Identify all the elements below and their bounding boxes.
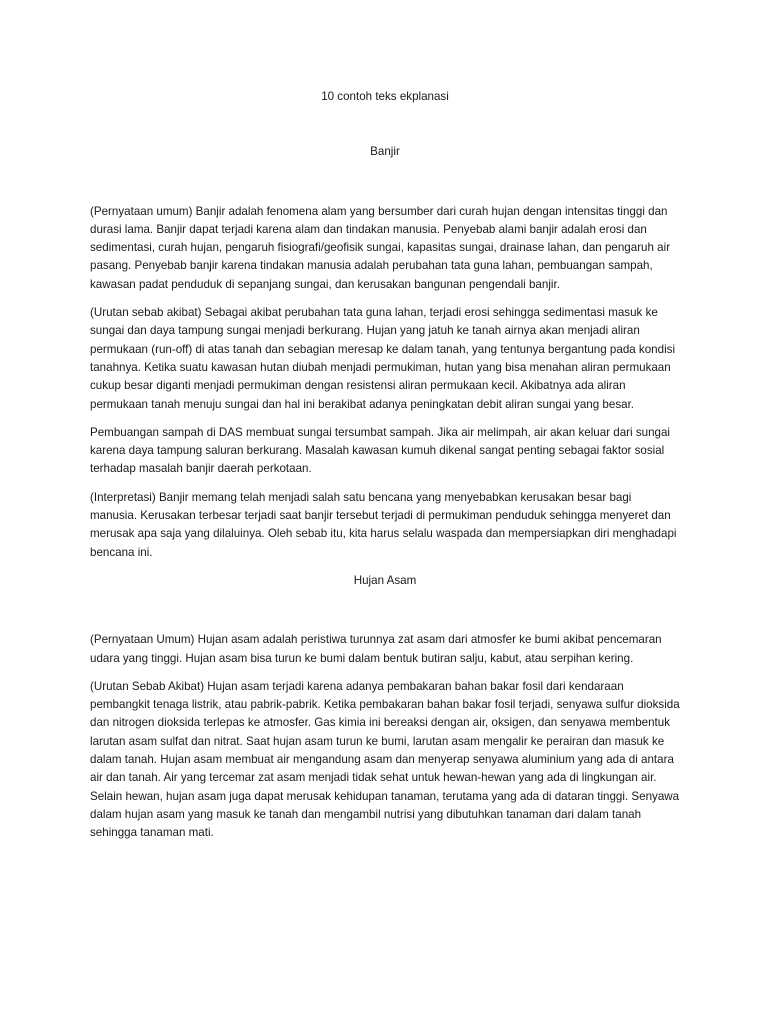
paragraph-banjir-interpretasi: (Interpretasi) Banjir memang telah menjadi salah satu bencana yang menyebabkan kerusakan besar bagi manusia. Kerusakan terbesar terjadi saat banjir tersebut terjadi di permukiman penduduk sehingga menyeret dan merusak apa saja yang dilaluinya. Oleh sebab itu, kita harus selalu waspada dan mempersiapkan diri menghadapi bencana ini. [90,490,677,559]
paragraph-hujan-asam-pernyataan-umum: (Pernyataan Umum) Hujan asam adalah peristiwa turunnya zat asam dari atmosfer ke bumi akibat pencemaran udara yang tinggi. Hujan asam bisa turun ke bumi dalam bentuk butiran salju, kabut, atau serpihan kering. [90,633,662,665]
paragraph-hujan-asam-urutan-sebab-akibat: (Urutan Sebab Akibat) Hujan asam terjadi karena adanya pembakaran bahan bakar fosil dari kendaraan pembangkit tenaga listrik, atau pabrik-pabrik. Ketika pembakaran bahan bakar fosil terjadi, senyawa sulfur dioksida dan nitrogen dioksida terlepas ke atmosfer. Gas kimia ini bereaksi dengan air, oksigen, dan senyawa membentuk larutan asam sulfat dan nitrat. Saat hujan asam turun ke bumi, larutan asam mengalir ke perairan dan masuk ke dalam tanah. Hujan asam membuat air mengandung asam dan menyerap senyawa aluminium yang ada di antara air dan tanah. Air yang tercemar zat asam menjadi tidak sehat untuk hewan-hewan yang ada di lingkungan air. Selain hewan, hujan asam juga dapat merusak kehidupan tanaman, terutama yang ada di dataran tinggi. Senyawa dalam hujan asam yang masuk ke tanah dan mengambil nutrisi yang dibutuhkan tanaman dari dalam tanah sehingga tanaman mati. [90,679,680,840]
section-heading-hujan-asam: Hujan Asam [353,573,417,587]
paragraph-banjir-pernyataan-umum: (Pernyataan umum) Banjir adalah fenomena alam yang bersumber dari curah hujan dengan intensitas tinggi dan durasi lama. Banjir dapat terjadi karena alam dan tindakan manusia. Penyebab alami banjir adalah erosi dan sedimentasi, curah hujan, pengaruh fisiografi/geofisik sungai, kapasitas sungai, drainase lahan, dan pengaruh air pasang. Penyebab banjir karena tindakan manusia adalah perubahan tata guna lahan, pembuangan sampah, kawasan padat penduduk di sepanjang sungai, dan kerusakan bangunan pengendali banjir. [90,204,671,291]
document-body [90,88,680,853]
paragraph-banjir-pembuangan-sampah: Pembuangan sampah di DAS membuat sungai tersumbat sampah. Jika air melimpah, air akan keluar dari sungai karena daya tampung saluran berkurang. Masalah kawasan kumuh dikenal sangat penting sebagai faktor sosial terhadap masalah banjir daerah perkotaan. [90,425,670,476]
document-title: 10 contoh teks ekplanasi [321,90,449,103]
section-heading-banjir: Banjir [370,145,400,159]
paragraph-banjir-urutan-sebab-akibat: (Urutan sebab akibat) Sebagai akibat perubahan tata guna lahan, terjadi erosi sehingga sedimentasi masuk ke sungai dan daya tampung sungai menjadi berkurang. Hujan yang jatuh ke tanah airnya akan menjadi aliran permukaan (run-off) di atas tanah dan sebagian meresap ke dalam tanah, yang tentunya bergantung pada kondisi tanahnya. Ketika suatu kawasan hutan diubah menjadi permukiman, hutan yang bisa menahan aliran permukaan cukup besar diganti menjadi permukiman dengan resistensi aliran permukaan kecil. Akibatnya ada aliran permukaan tanah menuju sungai dan hal ini berakibat adanya peningkatan debit aliran sungai yang besar. [90,306,676,411]
